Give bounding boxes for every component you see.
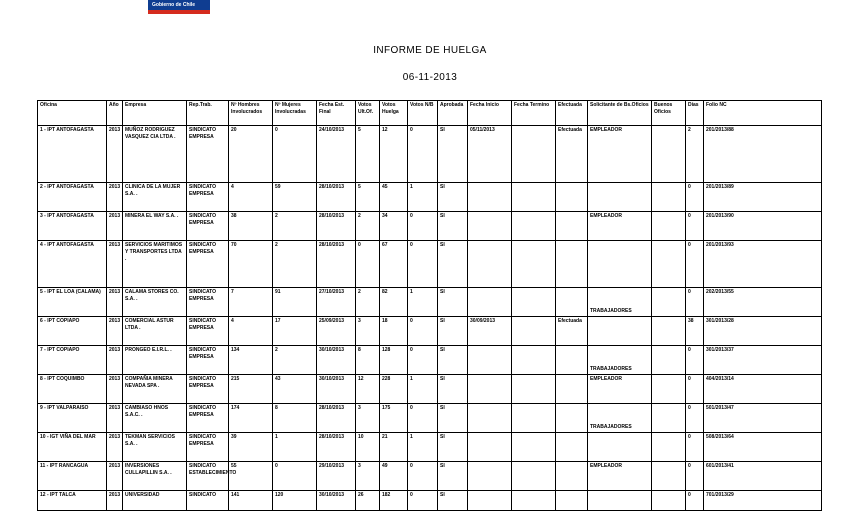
- table-cell: 0: [686, 288, 704, 317]
- table-cell: [556, 375, 588, 404]
- table-cell: 9 - IPT VALPARAISO: [38, 404, 107, 433]
- table-cell: 82: [380, 288, 408, 317]
- table-cell: 2013: [107, 317, 123, 346]
- table-cell: 29/10/2013: [317, 462, 356, 491]
- table-cell: [468, 404, 512, 433]
- table-cell: 228: [380, 375, 408, 404]
- table-cell: SINDICATO EMPRESA: [187, 317, 229, 346]
- table-cell: 7: [229, 288, 273, 317]
- table-header-row: [38, 101, 822, 126]
- table-cell: SINDICATO: [187, 491, 229, 511]
- table-cell: 0: [408, 212, 438, 241]
- table-cell: SINDICATO EMPRESA: [187, 433, 229, 462]
- table-cell: 43: [273, 375, 317, 404]
- table-cell: SI: [438, 346, 468, 375]
- table-cell: 0: [686, 433, 704, 462]
- table-row: [38, 212, 822, 241]
- table-row: [38, 404, 822, 433]
- table-row: [38, 375, 822, 404]
- table-cell: 38: [686, 317, 704, 346]
- table-cell: SINDICATO EMPRESA: [187, 346, 229, 375]
- table-cell: 601/2013/41: [704, 462, 822, 491]
- table-cell: 5 - IPT EL LOA (CALAMA): [38, 288, 107, 317]
- table-cell: 182: [380, 491, 408, 511]
- table-cell: 05/11/2013: [468, 126, 512, 183]
- table-cell: EMPLEADOR: [588, 462, 652, 491]
- table-cell: 2: [273, 346, 317, 375]
- table-cell: [556, 404, 588, 433]
- table-cell: 49: [380, 462, 408, 491]
- table-cell: [512, 462, 556, 491]
- table-cell: [512, 404, 556, 433]
- table-cell: 2: [273, 212, 317, 241]
- table-cell: SINDICATO EMPRESA: [187, 212, 229, 241]
- table-cell: [556, 212, 588, 241]
- table-cell: [512, 346, 556, 375]
- table-cell: MINERA EL WAY S.A. .: [123, 212, 187, 241]
- table-cell: SINDICATO EMPRESA: [187, 404, 229, 433]
- table-cell: 91: [273, 288, 317, 317]
- table-cell: 5: [356, 183, 380, 212]
- column-header: Oficina: [38, 101, 107, 126]
- table-cell: [652, 183, 686, 212]
- table-cell: [652, 126, 686, 183]
- table-cell: 175: [380, 404, 408, 433]
- table-cell: 141: [229, 491, 273, 511]
- table-cell: 6 - IPT COPIAPO: [38, 317, 107, 346]
- table-cell: 2013: [107, 462, 123, 491]
- column-header: Año: [107, 101, 123, 126]
- table-cell: 34: [380, 212, 408, 241]
- table-cell: 70: [229, 241, 273, 288]
- table-cell: SINDICATO EMPRESA: [187, 375, 229, 404]
- table-cell: 0: [686, 212, 704, 241]
- table-cell: 3: [356, 462, 380, 491]
- table-cell: SI: [438, 462, 468, 491]
- table-cell: 30/10/2013: [317, 491, 356, 511]
- table-cell: 3 - IPT ANTOFAGASTA: [38, 212, 107, 241]
- table-cell: 30/10/2013: [317, 346, 356, 375]
- table-cell: 134: [229, 346, 273, 375]
- table-cell: 174: [229, 404, 273, 433]
- table-cell: SI: [438, 404, 468, 433]
- table-cell: 1: [408, 433, 438, 462]
- table-cell: 2013: [107, 126, 123, 183]
- table-cell: MUÑOZ RODRIGUEZ VASQUEZ CIA LTDA .: [123, 126, 187, 183]
- table-cell: 201/2013/93: [704, 241, 822, 288]
- table-cell: 1: [408, 375, 438, 404]
- table-cell: [652, 404, 686, 433]
- column-header: Aprobada: [438, 101, 468, 126]
- table-cell: TRABAJADORES: [588, 288, 652, 317]
- table-cell: [556, 288, 588, 317]
- table-cell: 11 - IPT RANCAGUA: [38, 462, 107, 491]
- table-cell: [652, 375, 686, 404]
- table-cell: [468, 433, 512, 462]
- table-cell: [512, 126, 556, 183]
- table-cell: INVERSIONES CULLAPILLIN S.A. .: [123, 462, 187, 491]
- table-row: [38, 183, 822, 212]
- column-header: Fecha Inicio: [468, 101, 512, 126]
- table-cell: 39: [229, 433, 273, 462]
- table-cell: 0: [356, 241, 380, 288]
- table-cell: EMPLEADOR: [588, 126, 652, 183]
- table-cell: COMERCIAL ASTUR LTDA .: [123, 317, 187, 346]
- logo-stripe: [148, 10, 210, 14]
- table-cell: 7 - IPT COPIAPO: [38, 346, 107, 375]
- table-cell: 1: [273, 433, 317, 462]
- table-cell: SI: [438, 491, 468, 511]
- table-row: [38, 241, 822, 288]
- table-cell: [556, 462, 588, 491]
- table-cell: 0: [686, 404, 704, 433]
- table-cell: 508/2013/64: [704, 433, 822, 462]
- table-cell: SI: [438, 126, 468, 183]
- table-cell: [652, 491, 686, 511]
- table-cell: SINDICATO EMPRESA: [187, 126, 229, 183]
- table-cell: SI: [438, 317, 468, 346]
- table-cell: PRONGEO E.I.R.L. .: [123, 346, 187, 375]
- column-header: Buenos Oficios: [652, 101, 686, 126]
- table-cell: SI: [438, 288, 468, 317]
- column-header: Fecha Est. Final: [317, 101, 356, 126]
- column-header: Nº Hombres Involucrados: [229, 101, 273, 126]
- table-cell: [468, 375, 512, 404]
- table-cell: 55: [229, 462, 273, 491]
- table-cell: COMPAÑIA MINERA NEVADA SPA .: [123, 375, 187, 404]
- table-cell: [588, 241, 652, 288]
- table-cell: 28/10/2013: [317, 183, 356, 212]
- table-cell: 0: [686, 462, 704, 491]
- table-cell: 12 - IPT TALCA: [38, 491, 107, 511]
- table-cell: [652, 462, 686, 491]
- table-cell: 0: [686, 491, 704, 511]
- table-cell: 10 - IGT VIÑA DEL MAR: [38, 433, 107, 462]
- column-header: Votos Huelga: [380, 101, 408, 126]
- table-cell: SINDICATO EMPRESA: [187, 183, 229, 212]
- table-cell: 301/2013/28: [704, 317, 822, 346]
- table-cell: [652, 346, 686, 375]
- table-cell: CALAMA STORES CO. S.A. .: [123, 288, 187, 317]
- table-cell: CAMBIASO HNOS S.A.C. .: [123, 404, 187, 433]
- table-row: [38, 126, 822, 183]
- table-cell: [556, 241, 588, 288]
- table-row: [38, 433, 822, 462]
- table-cell: [652, 288, 686, 317]
- table-cell: 28/10/2013: [317, 404, 356, 433]
- table-cell: [468, 241, 512, 288]
- table-cell: 404/2013/14: [704, 375, 822, 404]
- table-cell: 301/2013/37: [704, 346, 822, 375]
- table-cell: 120: [273, 491, 317, 511]
- table-cell: SERVICIOS MARITIMOS Y TRANSPORTES LTDA .: [123, 241, 187, 288]
- table-cell: 0: [686, 346, 704, 375]
- column-header: Rep.Trab.: [187, 101, 229, 126]
- table-cell: 1: [408, 183, 438, 212]
- table-cell: Efectuada: [556, 317, 588, 346]
- column-header: Folio NC: [704, 101, 822, 126]
- table-cell: SI: [438, 183, 468, 212]
- table-row: [38, 346, 822, 375]
- table-cell: 8: [356, 346, 380, 375]
- table-cell: Efectuada: [556, 126, 588, 183]
- table-cell: 20: [229, 126, 273, 183]
- table-cell: 30/10/2013: [317, 375, 356, 404]
- table-cell: EMPLEADOR: [588, 212, 652, 241]
- table-cell: 4: [229, 183, 273, 212]
- table-cell: 202/2013/55: [704, 288, 822, 317]
- table-cell: 3: [356, 404, 380, 433]
- table-cell: [588, 317, 652, 346]
- table-cell: 2013: [107, 375, 123, 404]
- table-cell: TRABAJADORES: [588, 404, 652, 433]
- table-cell: [556, 346, 588, 375]
- table-cell: [512, 212, 556, 241]
- table-cell: EMPLEADOR: [588, 375, 652, 404]
- table-cell: [512, 491, 556, 511]
- table-cell: [588, 183, 652, 212]
- table-cell: [468, 212, 512, 241]
- table-cell: 12: [380, 126, 408, 183]
- table-cell: 2013: [107, 241, 123, 288]
- table-cell: 2013: [107, 491, 123, 511]
- gobierno-de-chile-logo: [148, 0, 210, 14]
- table-cell: 0: [686, 183, 704, 212]
- table-cell: 18: [380, 317, 408, 346]
- table-cell: 0: [408, 491, 438, 511]
- table-cell: 215: [229, 375, 273, 404]
- table-row: [38, 288, 822, 317]
- table-cell: [468, 288, 512, 317]
- table-row: [38, 462, 822, 491]
- table-cell: 0: [408, 462, 438, 491]
- table-cell: [468, 183, 512, 212]
- table-cell: 0: [686, 375, 704, 404]
- table-cell: 0: [686, 241, 704, 288]
- table-cell: UNIVERSIDAD: [123, 491, 187, 511]
- table-cell: 128: [380, 346, 408, 375]
- column-header: Votos Ult.Of.: [356, 101, 380, 126]
- table-cell: 3: [356, 317, 380, 346]
- table-cell: SI: [438, 433, 468, 462]
- table-cell: [512, 375, 556, 404]
- table-cell: 45: [380, 183, 408, 212]
- report-title: INFORME DE HUELGA: [373, 45, 487, 56]
- table-cell: 701/2013/29: [704, 491, 822, 511]
- table-cell: 2: [273, 241, 317, 288]
- table-cell: [556, 433, 588, 462]
- table-cell: SINDICATO EMPRESA: [187, 241, 229, 288]
- table-cell: TRABAJADORES: [588, 346, 652, 375]
- table-cell: [512, 317, 556, 346]
- table-cell: 24/10/2013: [317, 126, 356, 183]
- table-cell: SI: [438, 241, 468, 288]
- table-cell: [652, 317, 686, 346]
- table-cell: SINDICATO EMPRESA: [187, 288, 229, 317]
- table-cell: 2013: [107, 433, 123, 462]
- table-cell: 2: [686, 126, 704, 183]
- table-cell: 1: [408, 288, 438, 317]
- table-cell: 4: [229, 317, 273, 346]
- table-cell: 28/10/2013: [317, 241, 356, 288]
- table-cell: 501/2013/47: [704, 404, 822, 433]
- table-cell: [652, 241, 686, 288]
- table-cell: 2013: [107, 183, 123, 212]
- table-cell: 28/10/2013: [317, 433, 356, 462]
- column-header: Días: [686, 101, 704, 126]
- table-cell: [556, 183, 588, 212]
- table-cell: 21: [380, 433, 408, 462]
- table-row: [38, 317, 822, 346]
- column-header: Nº Mujeres Involucradas: [273, 101, 317, 126]
- table-cell: 0: [408, 404, 438, 433]
- table-cell: [512, 288, 556, 317]
- table-cell: 2013: [107, 212, 123, 241]
- table-cell: [652, 433, 686, 462]
- table-cell: [468, 346, 512, 375]
- table-cell: TEKMAN SERVICIOS S.A. .: [123, 433, 187, 462]
- table-cell: [556, 491, 588, 511]
- table-cell: 4 - IPT ANTOFAGASTA: [38, 241, 107, 288]
- column-header: Fecha Termino: [512, 101, 556, 126]
- table-cell: [588, 491, 652, 511]
- table-cell: [512, 433, 556, 462]
- table-cell: SI: [438, 212, 468, 241]
- table-row: [38, 491, 822, 511]
- table-cell: 2013: [107, 346, 123, 375]
- table-cell: 28/10/2013: [317, 212, 356, 241]
- table-cell: SI: [438, 375, 468, 404]
- logo-text: Gobierno de Chile: [152, 2, 196, 8]
- table-cell: 201/2013/89: [704, 183, 822, 212]
- table-cell: 38: [229, 212, 273, 241]
- table-cell: [468, 491, 512, 511]
- table-cell: 0: [273, 126, 317, 183]
- table-cell: 0: [408, 126, 438, 183]
- table-cell: 0: [408, 241, 438, 288]
- table-cell: 59: [273, 183, 317, 212]
- column-header: Solicitante de Bs.Oficios: [588, 101, 652, 126]
- report-date: 06-11-2013: [402, 72, 458, 83]
- table-cell: 8 - IPT COQUIMBO: [38, 375, 107, 404]
- column-header: Empresa: [123, 101, 187, 126]
- table-cell: SINDICATO ESTABLECIMIENTO: [187, 462, 229, 491]
- table-cell: 5: [356, 126, 380, 183]
- table-cell: [512, 241, 556, 288]
- table-cell: 0: [408, 317, 438, 346]
- table-cell: 2: [356, 212, 380, 241]
- table-cell: 67: [380, 241, 408, 288]
- table-cell: 0: [408, 346, 438, 375]
- table-cell: 201/2013/90: [704, 212, 822, 241]
- table-cell: 12: [356, 375, 380, 404]
- table-cell: 2013: [107, 404, 123, 433]
- table-cell: 25/09/2013: [317, 317, 356, 346]
- table-cell: 201/2013/88: [704, 126, 822, 183]
- table-cell: [588, 433, 652, 462]
- table-cell: 2013: [107, 288, 123, 317]
- strike-report-table: [37, 100, 822, 511]
- table-cell: 8: [273, 404, 317, 433]
- table-cell: 2 - IPT ANTOFAGASTA: [38, 183, 107, 212]
- table-cell: 17: [273, 317, 317, 346]
- table-cell: CLINICA DE LA MUJER S.A. .: [123, 183, 187, 212]
- table-cell: [468, 462, 512, 491]
- table-cell: [652, 212, 686, 241]
- table-cell: 1 - IPT ANTOFAGASTA: [38, 126, 107, 183]
- table-cell: [512, 183, 556, 212]
- table-cell: 26: [356, 491, 380, 511]
- column-header: Efectuada: [556, 101, 588, 126]
- table-cell: 10: [356, 433, 380, 462]
- table-cell: 2: [356, 288, 380, 317]
- table-cell: 30/09/2013: [468, 317, 512, 346]
- table-cell: 27/10/2013: [317, 288, 356, 317]
- table-cell: 0: [273, 462, 317, 491]
- column-header: Votos N/B: [408, 101, 438, 126]
